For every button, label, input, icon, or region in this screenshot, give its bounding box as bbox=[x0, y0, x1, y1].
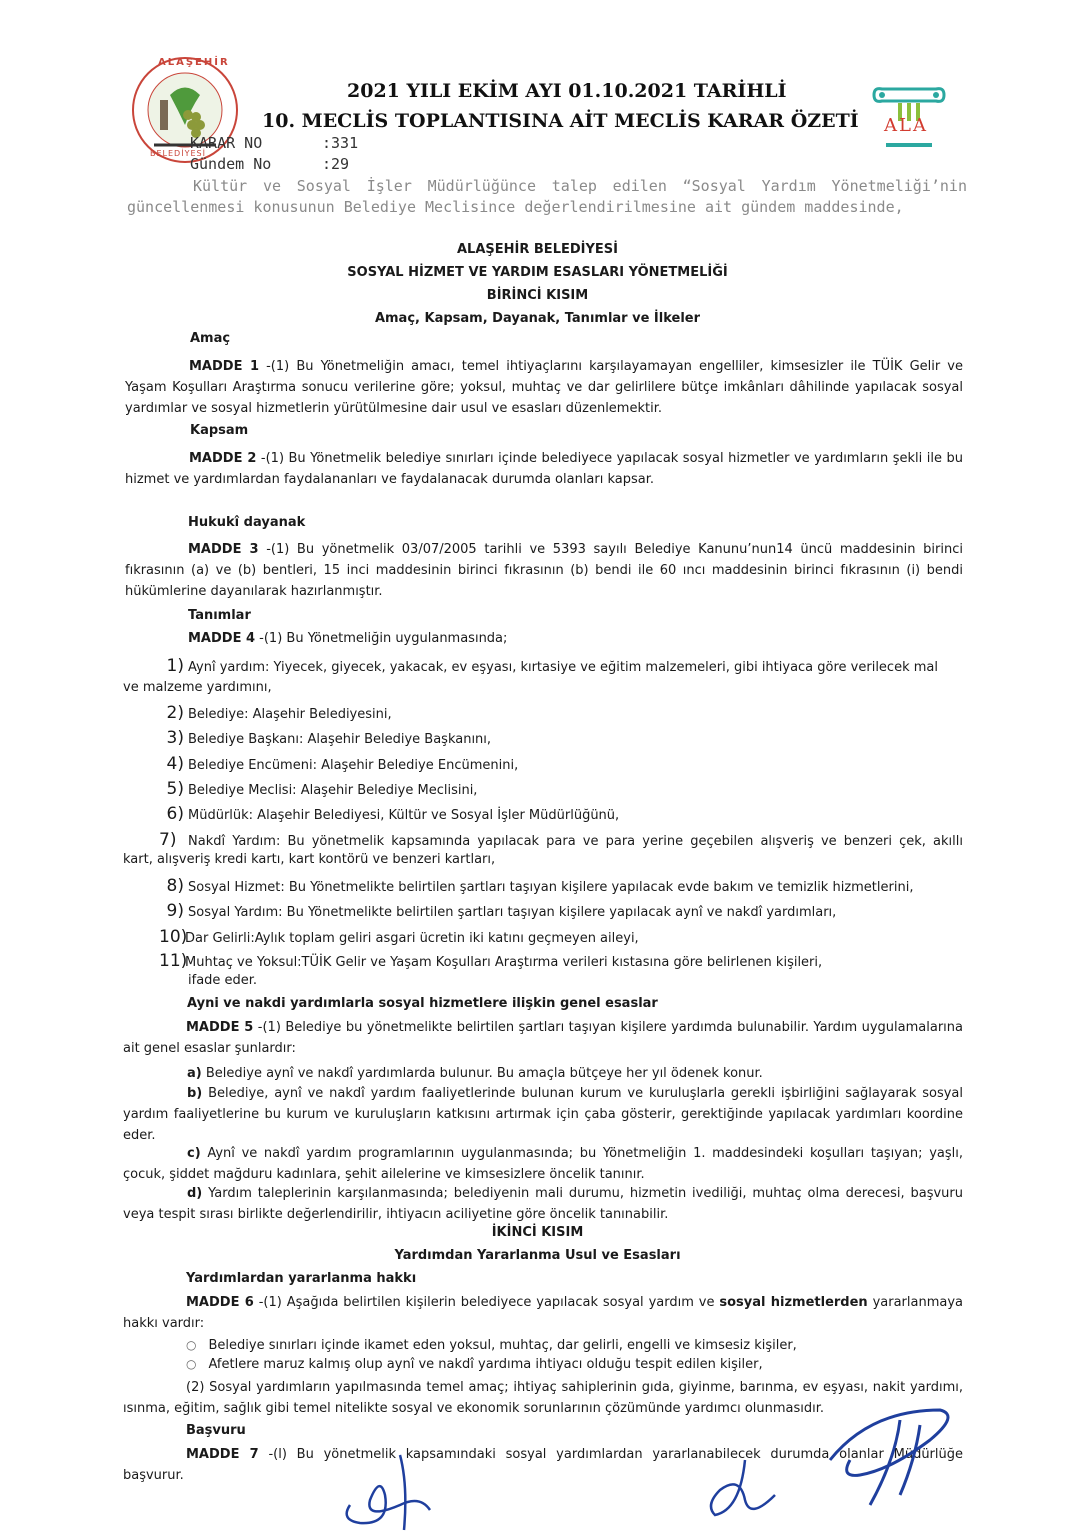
signature-middle bbox=[700, 1450, 790, 1525]
madde-7-text: -(l) Bu yönetmelik kapsamındaki sosyal yardımlardan yararlanabilecek durumda olanlar Müdürlüğe başvurur. bbox=[123, 1447, 964, 1483]
madde-3 bbox=[125, 539, 963, 602]
part-2-subheading: Yardımdan Yararlanma Usul ve Esasları bbox=[394, 1248, 681, 1263]
karar-no-label: KARAR NO bbox=[190, 134, 263, 152]
definition-text: Müdürlük: Alaşehir Belediyesi, Kültür ve Sosyal İşler Müdürlüğünü, bbox=[188, 808, 620, 823]
madde-6-text-a: -(1) Aşağıda belirtilen kişilerin belediyece yapılacak sosyal yardım ve bbox=[253, 1295, 720, 1310]
madde-6 bbox=[123, 1292, 963, 1334]
definition-number: 3) bbox=[166, 728, 184, 748]
definition-text: Aynî yardım: Yiyecek, giyecek, yakacak, ev eşyası, kırtasiye ve eğitim malzemeleri, gibi ihtiyaca göre verilecek mal bbox=[188, 660, 938, 675]
madde-6-text-b: yararlanmaya hakkı vardır: bbox=[123, 1295, 964, 1331]
amac-heading: Amaç bbox=[190, 331, 231, 346]
definition-7-cont: kart, alışveriş kredi kartı, kart kontörü ve benzeri kartları, bbox=[123, 852, 496, 867]
definition-number: 2) bbox=[166, 703, 184, 723]
item-key: a) bbox=[187, 1066, 202, 1081]
seal-text-bottom: BELEDİYESİ bbox=[150, 149, 206, 158]
definition-text: Nakdî Yardım: Bu yönetmelik kapsamında yapılacak para ve para yerine geçebilen alışveriş ve benzeri çek, akıllı bbox=[188, 834, 963, 849]
madde-5-item-d bbox=[123, 1183, 963, 1225]
madde-6-bullet-2 bbox=[186, 1357, 763, 1372]
part-1-heading: BİRİNCİ KISIM bbox=[486, 288, 589, 303]
madde-2-text: -(1) Bu Yönetmelik belediye sınırları içinde belediyece yapılacak sosyal hizmetler ve yardımların şekli ile bu hizmet ve yardımlardan faydalananları ve faydalanacak durumda olanları kapsar. bbox=[125, 451, 963, 487]
definition-4 bbox=[159, 754, 518, 774]
title-line-2: 10. MECLİS TOPLANTISINA AİT MECLİS KARAR ÖZETİ bbox=[262, 110, 859, 132]
definition-text: Muhtaç ve Yoksul:TÜİK Gelir ve Yaşam Koşulları Araştırma verileri kıstasına göre belirlenen kişileri, bbox=[185, 955, 823, 970]
definition-1-cont: ve malzeme yardımını, bbox=[123, 680, 272, 695]
madde-5-text: -(1) Belediye bu yönetmelikte belirtilen şartları taşıyan kişilere yardımda bulunabilir. Yardım uygulamalarına ait genel esaslar şunlardır: bbox=[123, 1020, 963, 1056]
definition-1 bbox=[159, 656, 938, 676]
madde-3-text: -(1) Bu yönetmelik 03/07/2005 tarihli ve 5393 sayılı Belediye Kanunu’nun14 üncü maddesinin birinci fıkrasının (a) ve (b) bentleri, 15 inci maddesinin birinci fıkrasının (b) bendi ile 60 ıncı maddesinin birinci fıkrasının (i) bendi hükümlerine dayanılarak hazırlanmıştır. bbox=[125, 542, 963, 599]
intro-text: Kültür ve Sosyal İşler Müdürlüğünce talep edilen “Sosyal Yardım Yönetmeliği’nin güncellenmesi konusunun Belediye Meclisince değerlendirilmesine ait gündem maddesinde, bbox=[127, 177, 967, 216]
madde-4-lead: MADDE 4 bbox=[188, 631, 256, 646]
item-text: Belediye aynî ve nakdî yardımlarda bulunur. Bu amaçla bütçeye her yıl ödenek konur. bbox=[205, 1066, 763, 1081]
part-2-heading: İKİNCİ KISIM bbox=[491, 1225, 584, 1240]
definition-text: Dar Gelirli:Aylık toplam geliri asgari ücretin iki katını geçmeyen aileyi, bbox=[185, 931, 639, 946]
definition-number: 6) bbox=[166, 804, 184, 824]
madde-7-lead: MADDE 7 bbox=[186, 1447, 259, 1462]
madde-6-bold: sosyal hizmetlerden bbox=[719, 1295, 868, 1310]
definition-number: 5) bbox=[166, 779, 184, 799]
definition-8 bbox=[159, 876, 913, 896]
item-text: Belediye, aynî ve nakdî yardım faaliyetlerinde bulunan kurum ve kuruluşlarla gerekli işbirliğini sağlayarak sosyal yardım faaliyetlerine bu kurum ve kuruluşların katkısını artırmak için çaba gösterir, gerektiğinde yapılacak yardımları koordine eder. bbox=[123, 1086, 963, 1143]
item-key: c) bbox=[187, 1146, 201, 1161]
madde-5-item-c bbox=[123, 1143, 963, 1185]
madde-2 bbox=[125, 448, 963, 490]
definition-9 bbox=[159, 901, 836, 921]
title-line-1: 2021 YILI EKİM AYI 01.10.2021 TARİHLİ bbox=[347, 80, 787, 102]
madde-4-text: -(1) Bu Yönetmeliğin uygulanmasında; bbox=[255, 631, 508, 646]
hukuki-dayanak-heading: Hukukî dayanak bbox=[188, 515, 306, 530]
madde-3-lead: MADDE 3 bbox=[188, 542, 259, 557]
definition-number: 8) bbox=[166, 876, 184, 896]
signature-right bbox=[800, 1400, 970, 1510]
definition-11-cont: ifade eder. bbox=[188, 973, 258, 988]
basvuru-heading: Başvuru bbox=[186, 1423, 246, 1438]
madde-5 bbox=[123, 1017, 963, 1059]
part-1-subheading: Amaç, Kapsam, Dayanak, Tanımlar ve İlkeler bbox=[374, 311, 701, 326]
gundem-no-label: Gündem No bbox=[190, 155, 272, 173]
bullet-text: Belediye sınırları içinde ikamet eden yoksul, muhtaç, dar gelirli, engelli ve kimsesiz kişiler, bbox=[208, 1338, 797, 1353]
madde-4 bbox=[188, 631, 507, 646]
madde-5-lead: MADDE 5 bbox=[186, 1020, 254, 1035]
definition-5 bbox=[159, 779, 477, 799]
definition-number: 11) bbox=[159, 951, 188, 971]
bullet-icon: ○ bbox=[186, 1338, 197, 1352]
tanimlar-heading: Tanımlar bbox=[188, 608, 251, 623]
seal-text-top: ALAŞEHİR bbox=[158, 57, 230, 68]
definition-10 bbox=[159, 927, 639, 947]
madde-1 bbox=[125, 356, 963, 419]
item-text: Yardım taleplerinin karşılanmasında; belediyenin mali durumu, hizmetin ivediliği, muhtaç olma derecesi, başvuru veya tespit sırası birlikte değerlendirilir, ihtiyacın aciliyetine göre öncelik tanınabilir. bbox=[123, 1186, 963, 1222]
definition-number: 1) bbox=[166, 656, 184, 676]
definition-6 bbox=[159, 804, 619, 824]
madde-2-lead: MADDE 2 bbox=[189, 451, 257, 466]
definition-text: Sosyal Yardım: Bu Yönetmelikte belirtilen şartları taşıyan kişilere yapılacak aynî ve nakdî yardımları, bbox=[188, 905, 837, 920]
kapsam-heading: Kapsam bbox=[190, 423, 249, 438]
item-key: b) bbox=[187, 1086, 203, 1101]
madde-5-item-b bbox=[123, 1083, 963, 1146]
definition-text: Belediye Başkanı: Alaşehir Belediye Başkanını, bbox=[188, 732, 492, 747]
madde-6-paragraph-2: (2) Sosyal yardımların yapılmasında temel amaç; ihtiyaç sahiplerinin gıda, giyinme, barınma, ev eşyası, nakit yardımı, ısınma, eğitim, sağlık gibi temel nitelikte sosyal ve ekonomik sorunlarının çözümünde yardımcı olunmasıdır. bbox=[123, 1380, 963, 1416]
definition-text: Sosyal Hizmet: Bu Yönetmelikte belirtilen şartları taşıyan kişilere yapılacak evde bakım ve temizlik hizmetlerini, bbox=[188, 880, 914, 895]
madde-5-item-a bbox=[123, 1063, 963, 1084]
yararlanma-hakki-heading: Yardımlardan yararlanma hakkı bbox=[186, 1271, 417, 1286]
definition-text: Belediye Meclisi: Alaşehir Belediye Meclisini, bbox=[188, 783, 478, 798]
ala-logo bbox=[868, 85, 950, 155]
bullet-text: Afetlere maruz kalmış olup aynî ve nakdî yardıma ihtiyacı olduğu tespit edilen kişiler, bbox=[208, 1357, 763, 1372]
madde-6-bullet-1 bbox=[186, 1338, 797, 1353]
item-text: Aynî ve nakdî yardım programlarının uygulanmasında; bu Yönetmeliğin 1. maddesindeki koşulları taşıyan; yaşlı, çocuk, şiddet mağduru kadınlara, şehit ailelerine ve kimsesizlere öncelik tanınır. bbox=[123, 1146, 964, 1182]
definition-text: Belediye Encümeni: Alaşehir Belediye Encümenini, bbox=[188, 758, 519, 773]
definition-text: Belediye: Alaşehir Belediyesini, bbox=[188, 707, 392, 722]
bullet-icon: ○ bbox=[186, 1357, 197, 1371]
definition-7 bbox=[159, 830, 963, 850]
definition-2 bbox=[159, 703, 392, 723]
madde-6-lead: MADDE 6 bbox=[186, 1295, 254, 1310]
item-key: d) bbox=[187, 1186, 203, 1201]
definition-11 bbox=[159, 951, 822, 971]
genel-esaslar-heading: Ayni ve nakdi yardımlarla sosyal hizmetlere ilişkin genel esaslar bbox=[187, 996, 658, 1011]
definition-3 bbox=[159, 728, 491, 748]
signature-left bbox=[330, 1445, 460, 1535]
madde-1-text: -(1) Bu Yönetmeliğin amacı, temel ihtiyaçlarını karşılayamayan engelliler, kimsesizler ile TÜİK Gelir ve Yaşam Koşulları Araştırma sonucu verilerine göre; yoksul, muhtaç ve dar gelirlilere bütçe imkânları dâhilinde yapılacak sosyal yardımlar ve sosyal hizmetlerin yürütülmesine dair usul ve esasları düzenlemektir. bbox=[125, 359, 963, 416]
regulation-name: SOSYAL HİZMET VE YARDIM ESASLARI YÖNETMELİĞİ bbox=[347, 265, 728, 280]
definition-number: 7) bbox=[159, 830, 177, 850]
ala-logo-bar bbox=[886, 143, 932, 147]
gundem-no-value: :29 bbox=[322, 155, 350, 173]
madde-1-lead: MADDE 1 bbox=[189, 359, 260, 374]
definition-number: 4) bbox=[166, 754, 184, 774]
definition-number: 9) bbox=[166, 901, 184, 921]
ala-logo-text: ALA bbox=[884, 115, 928, 136]
definition-number: 10) bbox=[159, 927, 188, 947]
karar-no-value: :331 bbox=[322, 134, 359, 152]
org-name: ALAŞEHİR BELEDİYESİ bbox=[457, 242, 618, 257]
